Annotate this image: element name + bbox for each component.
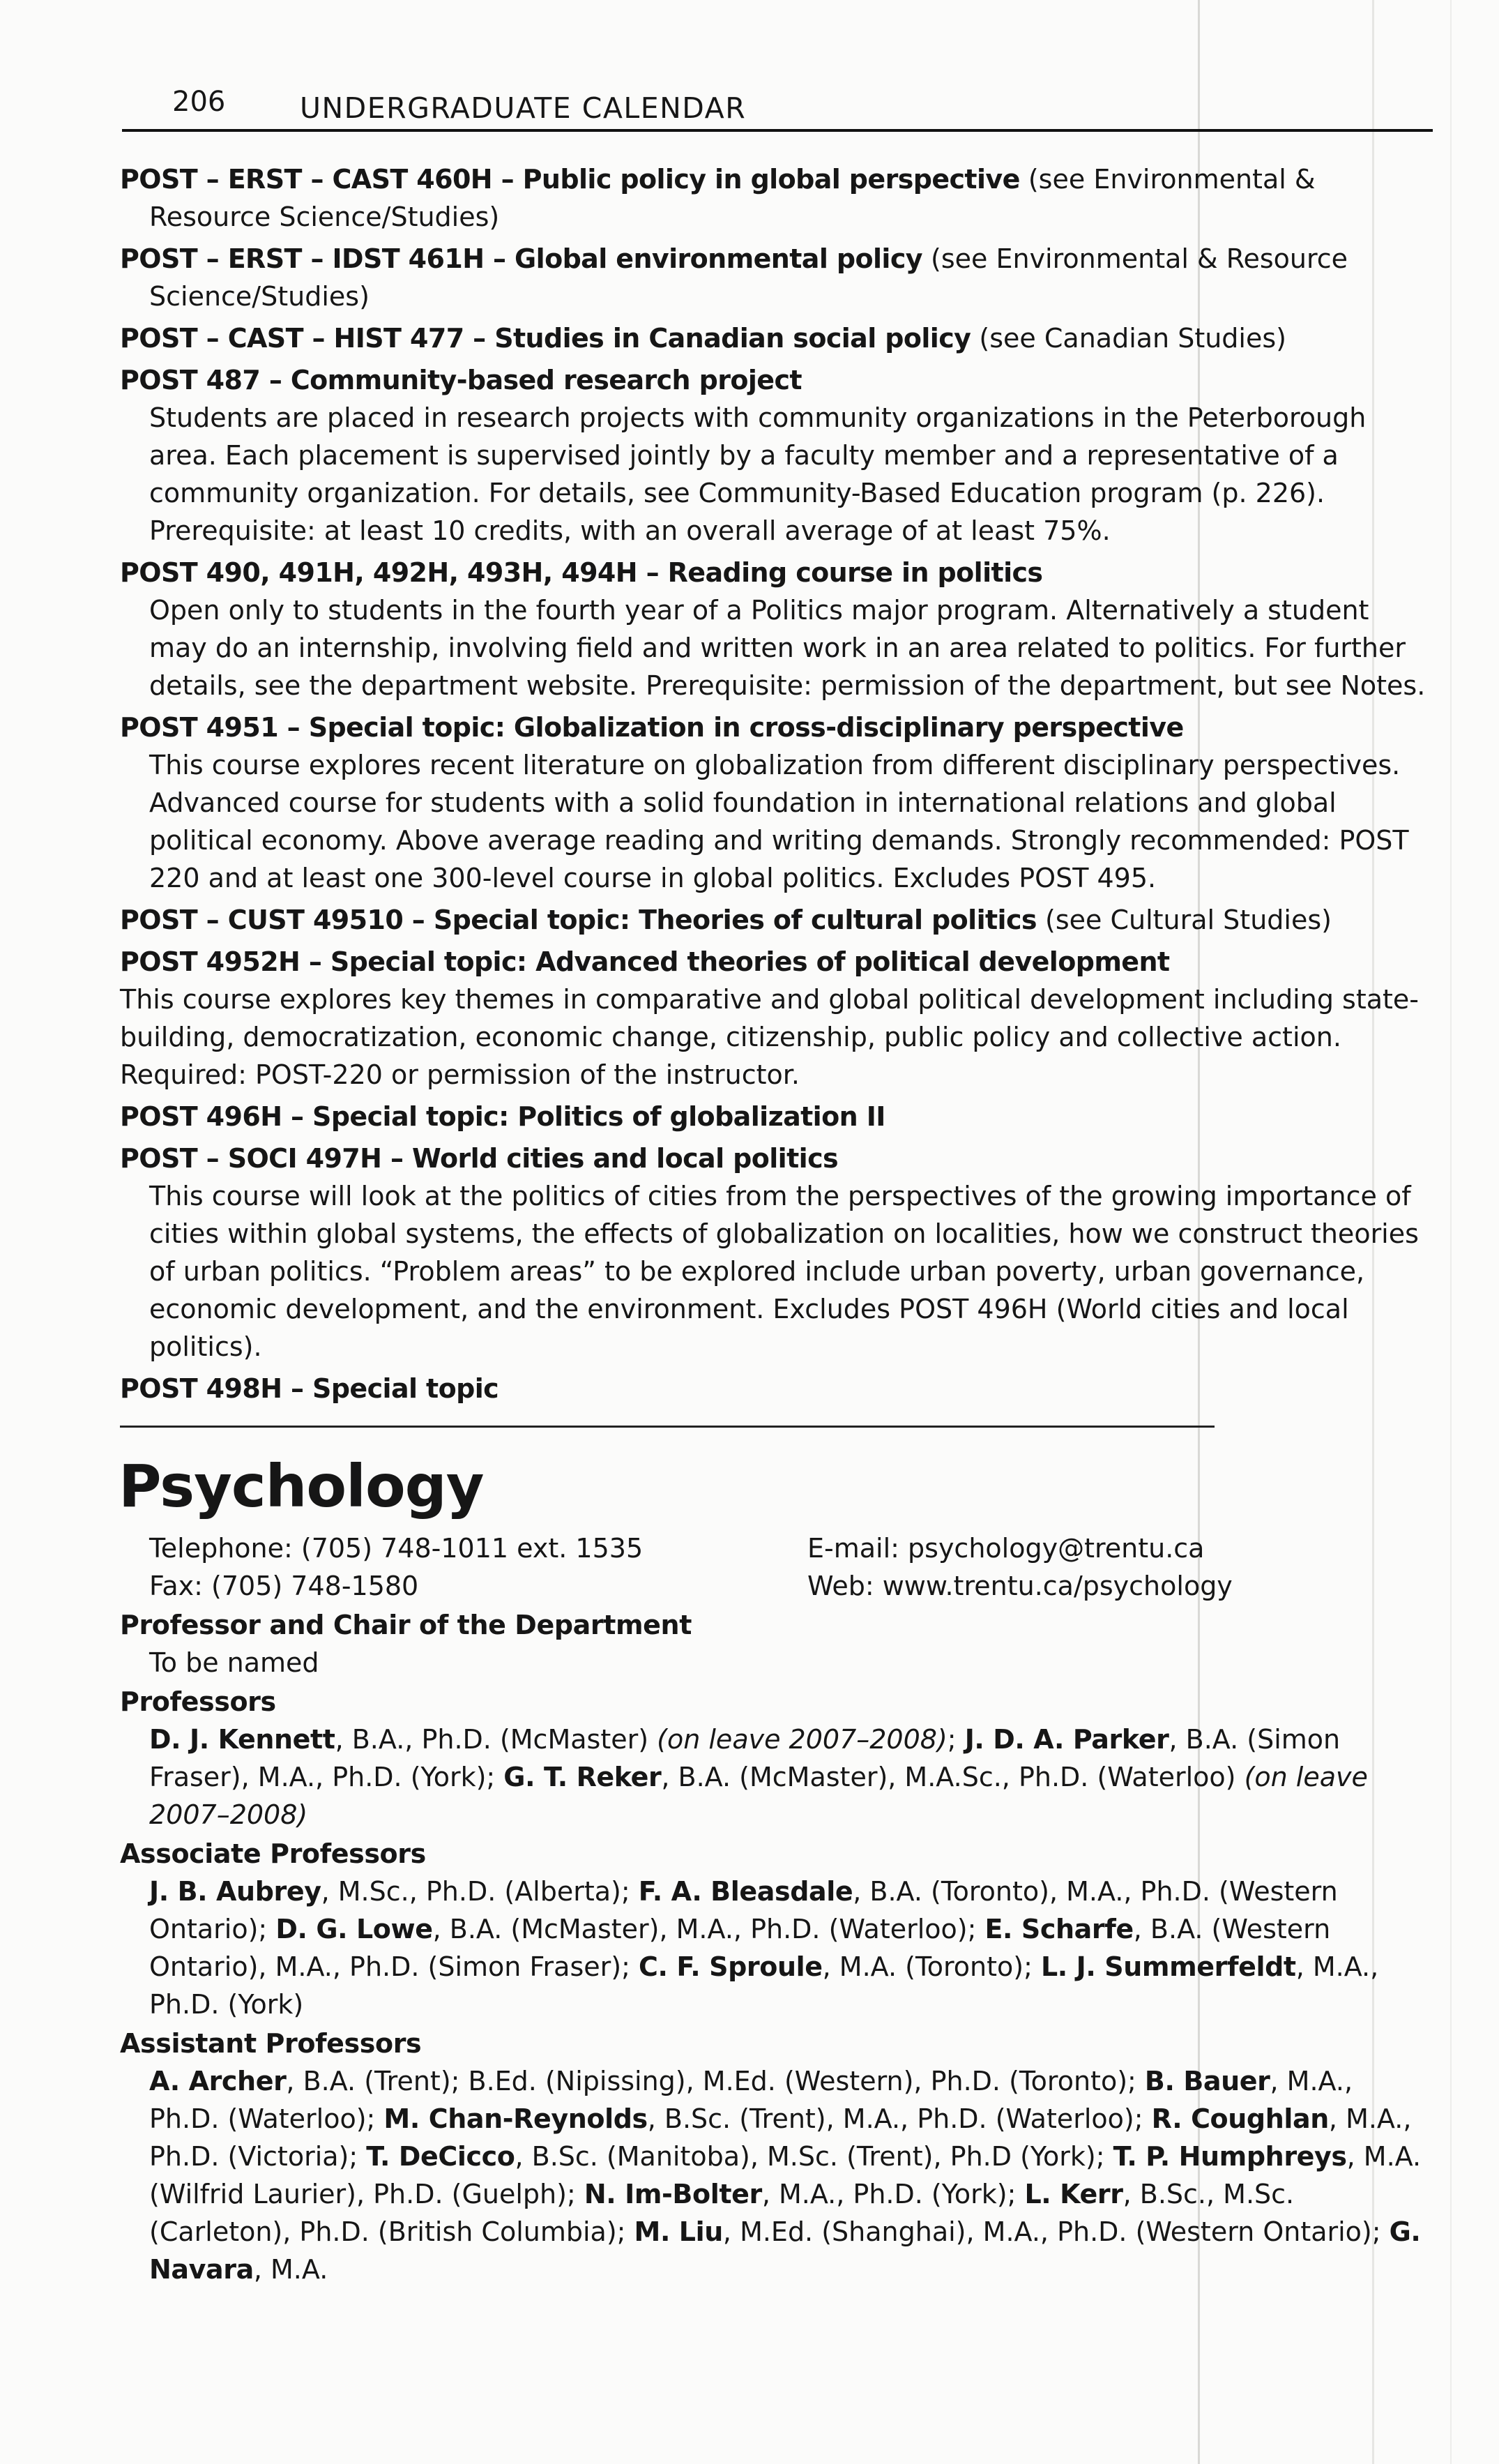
course-cross-reference: (see Environmental & Resource Science/Studies) [149, 243, 1348, 312]
faculty-credentials: , M.Ed. (Shanghai), M.A., Ph.D. (Western Ontario); [722, 2216, 1390, 2247]
faculty-name: E. Scharfe [984, 1914, 1134, 1944]
faculty-name: L. Kerr [1024, 2179, 1123, 2209]
faculty-name: D. J. Kennett [149, 1724, 335, 1755]
faculty-name: M. Chan-Reynolds [383, 2103, 648, 2134]
faculty-name: M. Liu [634, 2216, 723, 2247]
course-heading [120, 554, 1431, 591]
fax: Fax: (705) 748-1580 [149, 1571, 419, 1601]
faculty-credentials: , M.A., Ph.D. (York); [761, 2179, 1025, 2209]
course-heading [120, 1098, 1431, 1135]
course-heading [120, 240, 1431, 315]
leave-note: (on leave 2007–2008) [149, 1762, 1368, 1830]
faculty-name: R. Coughlan [1151, 2103, 1329, 2134]
faculty-credentials: , M.A. [253, 2254, 328, 2285]
course-entry [120, 240, 1431, 315]
contact-block [149, 1529, 1431, 1605]
course-entry [120, 901, 1431, 939]
course-entry [120, 1370, 1431, 1407]
faculty-credentials: , B.Sc. (Trent), M.A., Ph.D. (Waterloo); [647, 2103, 1152, 2134]
course-entry [120, 160, 1431, 236]
separator: ; [947, 1724, 965, 1755]
page-number: 206 [172, 86, 226, 118]
faculty-name: N. Im-Bolter [584, 2179, 762, 2209]
course-heading [120, 361, 1431, 399]
faculty-name: C. F. Sproule [638, 1951, 823, 1982]
professors-heading: Professors [120, 1686, 276, 1717]
course-heading [120, 943, 1431, 981]
course-code-title: POST – CAST – HIST 477 – Studies in Canadian social policy [120, 323, 971, 354]
faculty-credentials: , B.A. (McMaster), M.A.Sc., Ph.D. (Waterloo) [661, 1762, 1245, 1792]
course-cross-reference: (see Environmental & Resource Science/Studies) [149, 164, 1316, 232]
faculty-name: A. Archer [149, 2066, 287, 2096]
course-heading [120, 1370, 1431, 1407]
header-rule [122, 129, 1433, 132]
course-code-title: POST – SOCI 497H – World cities and local politics [120, 1143, 839, 1174]
course-heading [120, 319, 1431, 357]
course-code-title: POST 490, 491H, 492H, 493H, 494H – Reading course in politics [120, 557, 1043, 588]
web: Web: www.trentu.ca/psychology [807, 1571, 1233, 1601]
faculty-name: G. T. Reker [503, 1762, 662, 1792]
faculty-credentials: , B.A. (Toronto), M.A., Ph.D. (Western Ontario); [149, 1876, 1338, 1944]
faculty-credentials: , B.A. (Western Ontario), M.A., Ph.D. (Simon Fraser); [149, 1914, 1331, 1982]
course-entry [120, 361, 1431, 550]
telephone: Telephone: (705) 748-1011 ext. 1535 [149, 1533, 644, 1564]
faculty-credentials: , B.A., Ph.D. (McMaster) [335, 1724, 657, 1755]
professors-list [120, 1721, 1431, 1834]
faculty-name: F. A. Bleasdale [638, 1876, 853, 1907]
section-title: Psychology [119, 1452, 484, 1520]
course-heading [120, 901, 1431, 939]
associate-professors-list [120, 1873, 1431, 2023]
email: E-mail: psychology@trentu.ca [807, 1533, 1205, 1564]
course-code-title: POST 4951 – Special topic: Globalization in cross-disciplinary perspective [120, 712, 1184, 743]
faculty-credentials: , B.A. (Simon Fraser), M.A., Ph.D. (York); [149, 1724, 1341, 1792]
running-title: UNDERGRADUATE CALENDAR [300, 91, 747, 125]
faculty-name: G. Navara [149, 2216, 1421, 2285]
faculty-credentials: , M.A., Ph.D. (York) [149, 1951, 1379, 2020]
course-code-title: POST 496H – Special topic: Politics of globalization II [120, 1101, 885, 1132]
faculty-credentials: , B.A. (McMaster), M.A., Ph.D. (Waterloo); [432, 1914, 985, 1944]
leave-note: (on leave 2007–2008) [657, 1724, 948, 1755]
section-divider [120, 1426, 1215, 1428]
faculty-name: T. DeCicco [366, 2141, 515, 2172]
course-description: Open only to students in the fourth year of a Politics major program. Alternatively a student may do an internship, involving field and written work in an area related to politics. For further details, see the department website. Prerequisite: permission of the department, but see Notes. [149, 595, 1426, 701]
course-code-title: POST – ERST – IDST 461H – Global environmental policy [120, 243, 922, 274]
course-heading [120, 1140, 1431, 1177]
faculty-credentials: , B.Sc., M.Sc. (Carleton), Ph.D. (British Columbia); [149, 2179, 1295, 2247]
faculty-credentials: , M.A. (Toronto); [822, 1951, 1041, 1982]
course-code-title: POST – CUST 49510 – Special topic: Theories of cultural politics [120, 905, 1037, 935]
course-cross-reference: (see Canadian Studies) [971, 323, 1286, 354]
faculty-name: J. B. Aubrey [149, 1876, 321, 1907]
faculty-name: J. D. A. Parker [964, 1724, 1169, 1755]
faculty-name: B. Bauer [1144, 2066, 1270, 2096]
course-description: This course will look at the politics of cities from the perspectives of the growing importance of cities within global systems, the effects of globalization on localities, how we construct theories of urban politics. “Problem areas” to be explored include urban poverty, urban governance, economic development, and the environment. Excludes POST 496H (World cities and local politics). [149, 1181, 1419, 1362]
course-entry [120, 319, 1431, 357]
page-header [122, 80, 1433, 136]
assistant-professors-list [120, 2062, 1431, 2288]
assistant-heading: Assistant Professors [120, 2028, 422, 2059]
course-code-title: POST 487 – Community-based research project [120, 365, 802, 395]
faculty-name: T. P. Humphreys [1113, 2141, 1347, 2172]
course-heading [120, 160, 1431, 236]
course-entry [120, 1098, 1431, 1135]
course-cross-reference: (see Cultural Studies) [1036, 905, 1332, 935]
course-code-title: POST – ERST – CAST 460H – Public policy in global perspective [120, 164, 1020, 195]
chair-heading: Professor and Chair of the Department [120, 1610, 692, 1640]
associate-heading: Associate Professors [120, 1838, 426, 1869]
faculty-credentials: , M.A., Ph.D. (Victoria); [149, 2103, 1412, 2172]
contact-email-web [807, 1529, 1233, 1605]
course-code-title: POST 4952H – Special topic: Advanced theories of political development [120, 946, 1170, 977]
faculty-name: L. J. Summerfeldt [1040, 1951, 1296, 1982]
contact-phone-fax [149, 1529, 643, 1605]
faculty-credentials: , M.Sc., Ph.D. (Alberta); [321, 1876, 639, 1907]
chair-name: To be named [149, 1647, 319, 1678]
page-content [120, 160, 1431, 2288]
faculty-name: D. G. Lowe [275, 1914, 433, 1944]
course-entry [120, 709, 1431, 897]
course-description: Students are placed in research projects with community organizations in the Peterborough area. Each placement is supervised jointly by a faculty member and a representative of a community organization. For details, see Community-Based Education program (p. 226). Prerequisite: at least 10 credits, with an overall average of at least 75%. [149, 402, 1367, 546]
course-entry [120, 554, 1431, 704]
course-entry [120, 1140, 1431, 1366]
course-code-title: POST 498H – Special topic [120, 1373, 499, 1404]
course-entry [120, 943, 1431, 1094]
course-description: This course explores recent literature on globalization from different disciplinary perspectives. Advanced course for students with a solid foundation in international relations and global political economy. Above average reading and writing demands. Strongly recommended: POST 220 and at least one 300-level course in global politics. Excludes POST 495. [149, 750, 1409, 893]
faculty-credentials: , B.Sc. (Manitoba), M.Sc. (Trent), Ph.D (York); [515, 2141, 1113, 2172]
course-list [120, 160, 1431, 1407]
page-edge-line [1450, 0, 1452, 2464]
course-description: This course explores key themes in comparative and global political development including state-building, democratization, economic change, citizenship, public policy and collective action. Required: POST-220 or permission of the instructor. [120, 984, 1420, 1090]
faculty-credentials: , M.A., Ph.D. (Waterloo); [149, 2066, 1353, 2134]
faculty-credentials: , B.A. (Trent); B.Ed. (Nipissing), M.Ed. (Western), Ph.D. (Toronto); [286, 2066, 1145, 2096]
faculty-credentials: , M.A. (Wilfrid Laurier), Ph.D. (Guelph); [149, 2141, 1422, 2209]
course-heading [120, 709, 1431, 746]
